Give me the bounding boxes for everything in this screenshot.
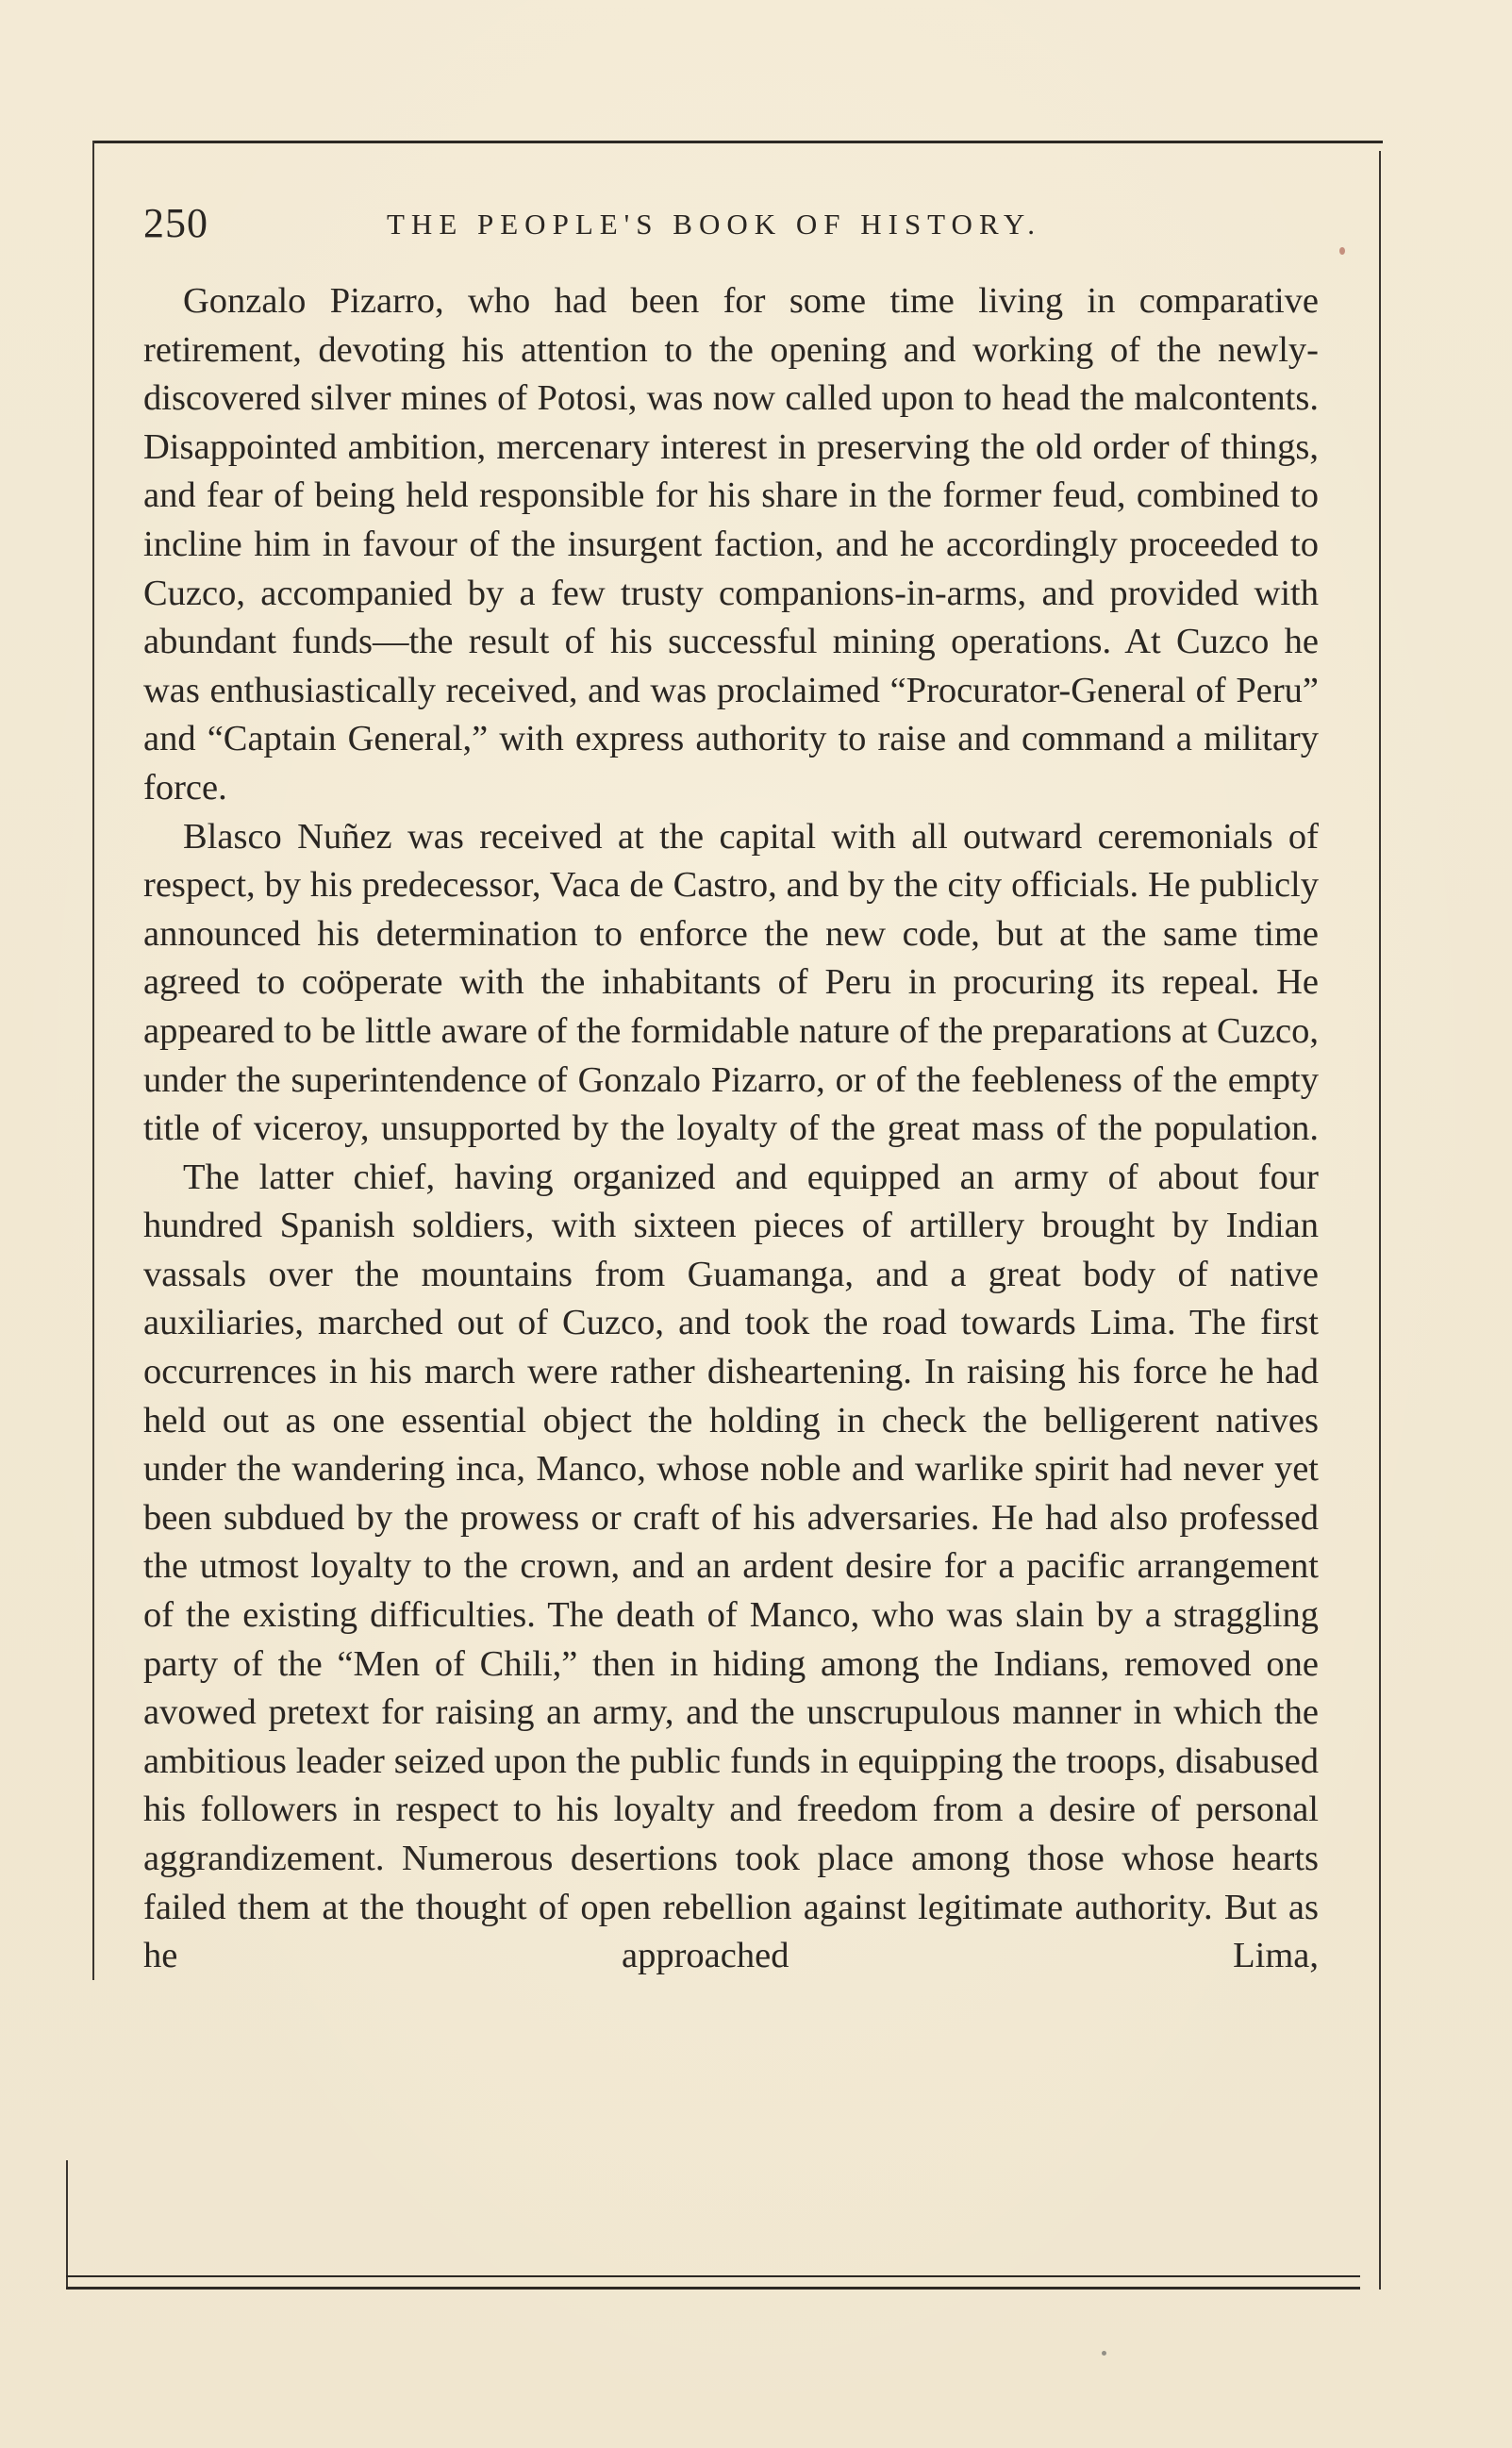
frame-left-rule bbox=[92, 141, 94, 1980]
paper-mark bbox=[1102, 2351, 1106, 2356]
body-text bbox=[143, 277, 1319, 1981]
page-number: 250 bbox=[143, 200, 208, 246]
paragraph: The latter chief, having organized and equipped an army of about four hundred Spanish soldiers, with sixteen pieces of artillery brought by Indian vassals over the mountains from Guamanga, and a great body of native auxiliaries, marched out of Cuzco, and took the road towards Lima. The first occurrences in his march were rather disheartening. In raising his force he had held out as one essential object the holding in check the belligerent natives under the wandering inca, Manco, whose noble and warlike spirit had never yet been subdued by the prowess or craft of his adversaries. He had also professed the utmost loyalty to the crown, and an ardent desire for a pacific arrangement of the existing difficulties. The death of Manco, who was slain by a straggling party of the “Men of Chili,” then in hiding among the Indians, removed one avowed pretext for raising an army, and the unscrupulous manner in which the ambitious leader seized upon the public funds in equipping the troops, disabused his followers in respect to his loyalty and freedom from a desire of personal aggrandizement. Numerous desertions took place among those whose hearts failed them at the thought of open rebellion against legitimate authority. But as he approached Lima, bbox=[143, 1157, 1319, 1976]
paragraph: Gonzalo Pizarro, who had been for some time living in comparative retirement, devoting his attention to the opening and working of the newly-discovered silver mines of Potosi, was now called upon to head the malcontents. Disappointed ambition, mercenary interest in preserving the old order of things, and fear of being held responsible for his share in the former feud, combined to incline him in favour of the insurgent faction, and he accordingly proceeded to Cuzco, accompanied by a few trusty companions-in-arms, and provided with abundant funds—the result of his successful mining operations. At Cuzco he was enthusiastically received, and was proclaimed “Procurator-General of Peru” and “Captain General,” with express authority to raise and command a military force. bbox=[143, 281, 1319, 808]
running-head bbox=[143, 200, 1087, 247]
paragraph: Blasco Nuñez was received at the capital with all outward ceremonials of respect, by his predecessor, Vaca de Castro, and by the city officials. He publicly announced his determination to enforce the new code, but at the same time agreed to coöperate with the inhabitants of Peru in procuring its repeal. He appeared to be little aware of the formidable nature of the preparations at Cuzco, under the superintendence of Gonzalo Pizarro, or of the feebleness of the empty title of viceroy, unsupported by the loyalty of the great mass of the population. bbox=[143, 816, 1319, 1149]
page-title: THE PEOPLE'S BOOK OF HISTORY. bbox=[387, 208, 1042, 241]
frame-top-rule bbox=[92, 141, 1383, 143]
ink-speck bbox=[1339, 247, 1345, 255]
frame-bottom-rule-outer bbox=[66, 2287, 1360, 2290]
frame-bottom-rule bbox=[66, 2275, 1360, 2277]
frame-left-lower-rule bbox=[66, 2160, 68, 2288]
frame-right-rule bbox=[1379, 151, 1381, 2290]
